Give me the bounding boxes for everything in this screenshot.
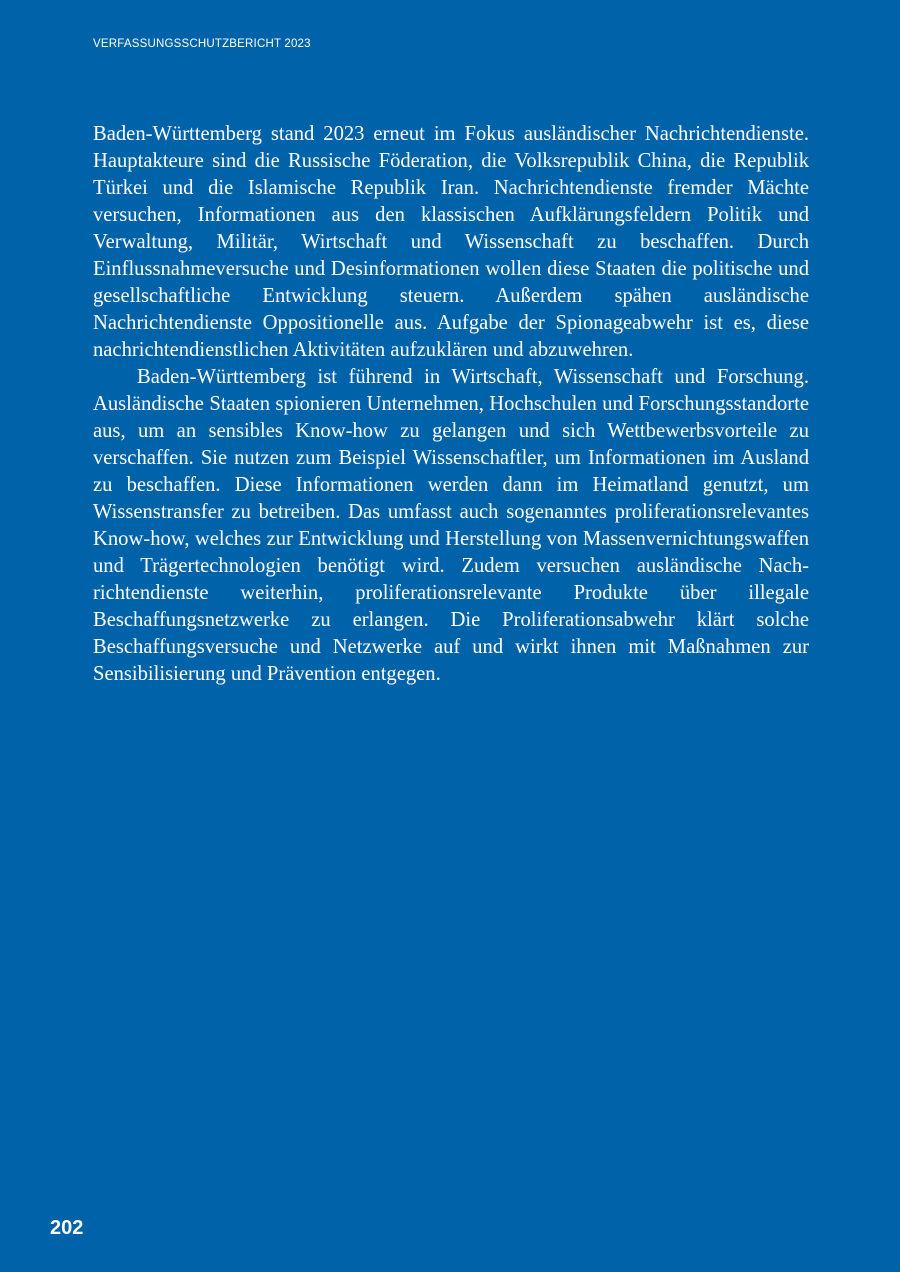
page-number: 202 [50, 1217, 84, 1239]
running-header: VERFASSUNGSSCHUTZBERICHT 2023 [93, 38, 311, 50]
paragraph-intro: Baden-Württemberg stand 2023 erneut im Fokus ausländischer Nachrichtendienste. Hauptakteure sind die Russische Föderation, die Volksrepublik China, die Republik Türkei und die Islamische Republik Iran. Nachrichtendienste fremder Mächte versuchen, Informationen aus den klassischen Aufklärungsfeldern Politik und Verwaltung, Militär, Wirtschaft und Wissenschaft zu beschaffen. Durch Einflussnahmeversuche und Desinformationen wollen diese Staaten die politische und gesellschaftliche Entwicklung steuern. Außerdem spähen ausländische Nachrichtendienste Oppositionelle aus. Aufgabe der Spionageabwehr ist es, diese nachrichtendienstlichen Aktivitäten aufzuklären und abzuwehren. [93, 123, 809, 361]
paragraph-economy: Baden-Württemberg ist führend in Wirtschaft, Wissenschaft und Forschung. Ausländische Staaten spionieren Unternehmen, Hochschulen und Forschungsstandorte aus, um an sensibles Know-how zu gelangen und sich Wettbewerbsvorteile zu verschaffen. Sie nutzen zum Beispiel Wissenschaftler, um Informationen im Ausland zu beschaffen. Diese Informationen werden dann im Heimatland genutzt, um Wissenstransfer zu betreiben. Das umfasst auch sogenanntes proliferationsrelevantes Know-how, welches zur Entwicklung und Herstellung von Massenvernichtungswaffen und Trägertechnologien benötigt wird. Zudem versuchen ausländische Nachrichtendienste weiterhin, proliferationsrelevante Produkte über illegale Beschaffungsnetzwerke zu erlangen. Die Proliferationsabwehr klärt solche Beschaffungsversuche und Netzwerke auf und wirkt ihnen mit Maßnahmen zur Sensibilisierung und Prävention entgegen. [93, 366, 809, 685]
body-text [93, 121, 809, 688]
